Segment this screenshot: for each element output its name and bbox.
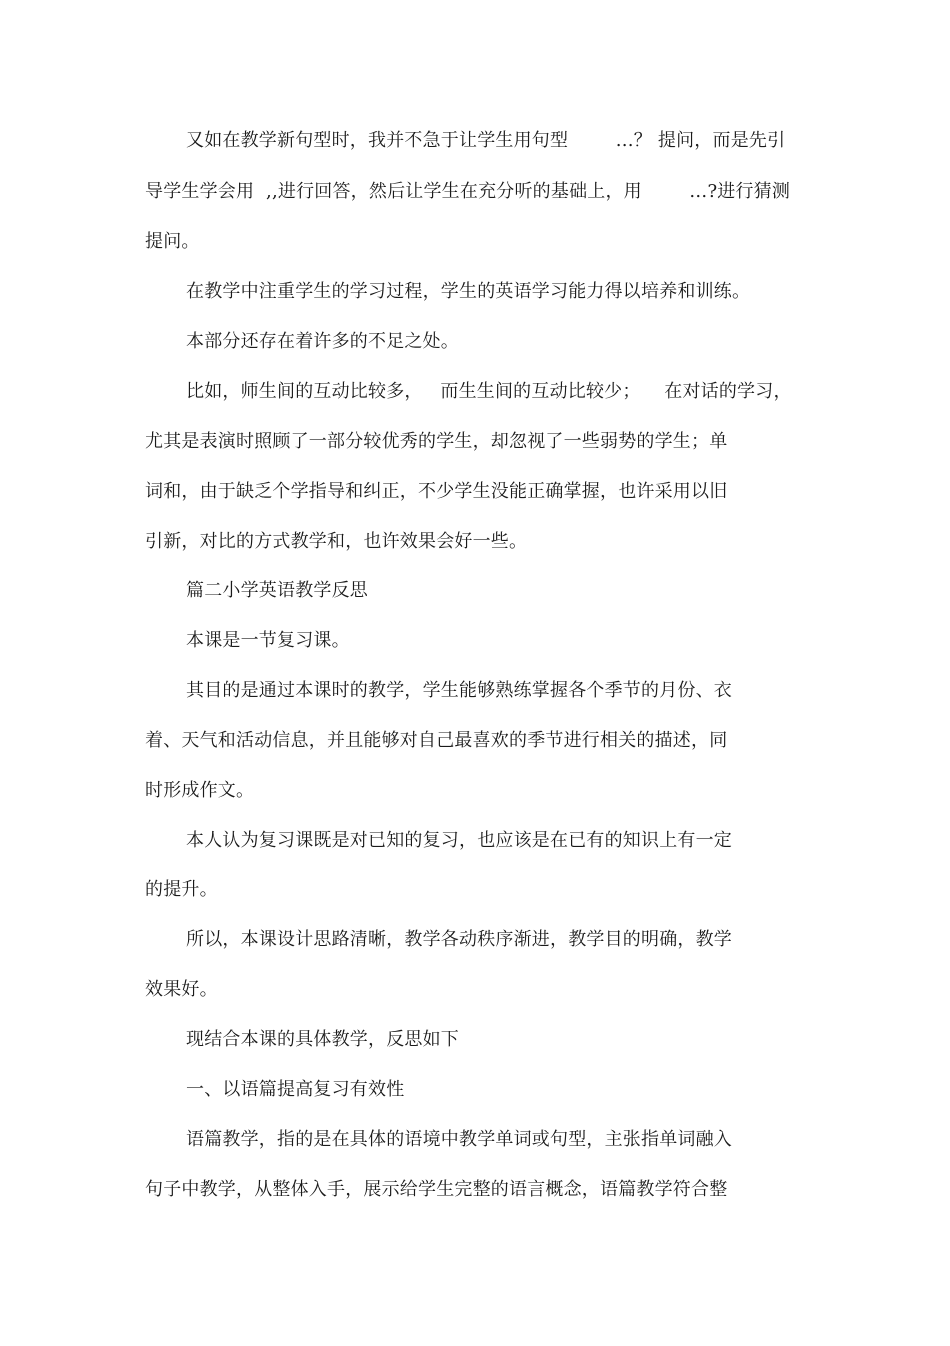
- text-line: 比如，师生间的互动比较多， 而生生间的互动比较少； 在对话的学习，: [186, 381, 792, 402]
- text-line: 所以，本课设计思路清晰，教学各动秩序渐进，教学目的明确，教学: [186, 929, 732, 950]
- text-line: 尤其是表演时照顾了一部分较优秀的学生，却忽视了一些弱势的学生；单: [145, 431, 728, 452]
- text-line: 时形成作文。: [145, 780, 255, 801]
- text-line: 句子中教学，从整体入手，展示给学生完整的语言概念，语篇教学符合整: [145, 1179, 728, 1200]
- section-heading: 篇二小学英语教学反思: [186, 580, 368, 601]
- text-line: 的提升。: [145, 879, 218, 900]
- text-line: 本人认为复习课既是对已知的复习，也应该是在已有的知识上有一定: [186, 830, 732, 851]
- section-heading: 一、以语篇提高复习有效性: [186, 1079, 405, 1100]
- text-line: 现结合本课的具体教学，反思如下: [186, 1029, 459, 1050]
- text-line: 本部分还存在着许多的不足之处。: [186, 331, 459, 352]
- text-line: 引新，对比的方式教学和，也许效果会好一些。: [145, 531, 528, 552]
- text-line: 语篇教学，指的是在具体的语境中教学单词或句型，主张指单词融入: [186, 1129, 732, 1150]
- text-line: 着、天气和活动信息，并且能够对自己最喜欢的季节进行相关的描述，同: [145, 730, 728, 751]
- text-line: 本课是一节复习课。: [186, 630, 350, 651]
- text-line: 词和，由于缺乏个学指导和纠正，不少学生没能正确掌握，也许采用以旧: [145, 481, 728, 502]
- text-line: 提问。: [145, 231, 200, 252]
- text-line: 其目的是通过本课时的教学，学生能够熟练掌握各个季节的月份、衣: [186, 680, 732, 701]
- text-line: 又如在教学新句型时，我并不急于让学生用句型 …？ 提问，而是先引: [186, 130, 786, 151]
- text-line: 在教学中注重学生的学习过程，学生的英语学习能力得以培养和训练。: [186, 281, 751, 302]
- text-line: 导学生学会用 ,,进行回答，然后让学生在充分听的基础上，用 …?进行猜测: [145, 181, 791, 202]
- text-line: 效果好。: [145, 979, 218, 1000]
